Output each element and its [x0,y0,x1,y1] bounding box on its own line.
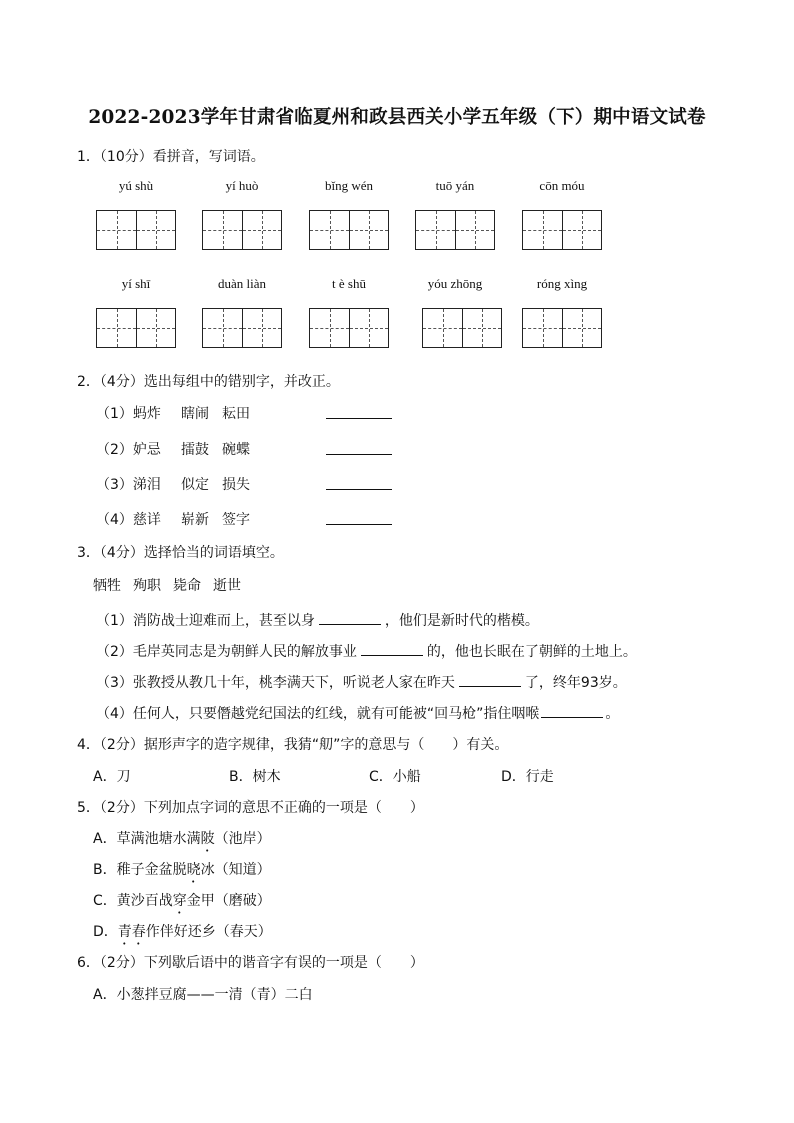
option-word: 牺牲 [93,578,121,594]
sentence-text: 的，他也长眠在了朝鲜的土地上。 [426,644,637,660]
pinyin-label: t è shū [332,276,366,291]
word: 涕泪 [132,477,161,493]
option-c[interactable]: C．小船 [369,769,421,785]
writing-grid[interactable] [522,308,602,348]
option-a[interactable] [93,828,271,855]
fill-sentence-3 [96,672,627,692]
dotted-word: 穿 [172,893,187,909]
writing-grid[interactable] [415,210,495,250]
option-word: 逝世 [213,578,241,594]
word: 耘田 [222,406,250,422]
answer-blank[interactable] [326,510,392,525]
sentence-text: 了，终年93岁。 [524,675,627,691]
answer-blank[interactable] [541,703,603,718]
sentence-text: 。 [605,706,620,722]
pinyin-label: bǐng wén [324,178,374,193]
option-b[interactable]: B．树木 [229,769,281,785]
answer-blank[interactable] [459,672,521,687]
sentence-text: （3）张教授从教几十年，桃李满天下，听说老人家在昨天 [96,675,455,691]
question-3-stem: 3．（4分）选择恰当的词语填空。 [77,545,284,561]
pinyin-label: cōn móu [539,178,585,193]
sentence-text: ，他们是新时代的楷模。 [384,613,539,629]
writing-grid[interactable] [202,210,282,250]
option-text: 金甲（磨破） [186,893,271,909]
option-text: （池岸） [214,831,271,847]
pinyin-label: tuō yán [435,178,475,193]
q2-item-4 [96,509,161,529]
option-text: 冰（ [200,862,229,878]
pinyin-label: róng xìng [536,276,588,291]
option-text: C．黄沙百战 [93,893,173,909]
q2-item-3 [96,474,161,494]
option-word: 毙命 [173,578,201,594]
word: 慈详 [132,512,161,528]
pinyin-label: yú shù [118,178,154,193]
word: 似定 [181,477,209,493]
option-text: D． [93,924,118,940]
answer-blank[interactable] [361,641,423,656]
dotted-word: 青春 [117,924,146,940]
pinyin-label: yí shī [121,276,151,291]
question-2-stem: 2．（4分）选出每组中的错别字，并改正。 [77,374,340,390]
option-a[interactable]: A．小葱拌豆腐——一清（青）二白 [93,987,313,1003]
writing-grid[interactable] [309,210,389,250]
option-c[interactable] [93,890,271,917]
answer-blank[interactable] [326,475,392,490]
writing-grid[interactable] [522,210,602,250]
option-b[interactable] [93,859,271,886]
item-number: （1） [96,406,133,422]
sentence-text: （2）毛岸英同志是为朝鲜人民的解放事业 [96,644,357,660]
item-number: （4） [96,512,133,528]
word: 擂鼓 [181,442,209,458]
item-number: （2） [96,442,133,458]
option-text: B．稚子金盆脱 [93,862,187,878]
writing-grid[interactable] [422,308,502,348]
option-word: 殉职 [133,578,161,594]
word: 崭新 [181,512,209,528]
option-d[interactable]: D．行走 [501,769,554,785]
word: 碗蝶 [222,442,250,458]
pinyin-label: yóu zhōng [427,276,483,291]
pinyin-label: yí huò [225,178,259,193]
question-5-stem: 5．（2分）下列加点字词的意思不正确的一项是（ ） [77,800,424,816]
sentence-text: （4）任何人，只要僭越党纪国法的红线，就有可能被“回马枪”指住咽喉 [96,706,540,722]
item-number: （3） [96,477,133,493]
fill-sentence-2 [96,641,637,661]
writing-grid[interactable] [96,210,176,250]
writing-grid[interactable] [202,308,282,348]
dotted-word: 晓 [186,862,201,878]
q2-item-1 [96,403,161,423]
option-text: 作伴好还乡（春天） [145,924,272,940]
word: 损失 [222,477,250,493]
word-options [93,575,241,595]
dotted-word: 陂 [200,831,215,847]
answer-blank[interactable] [319,610,381,625]
q2-item-2 [96,439,161,459]
question-4-stem: 4．（2分）据形声字的造字规律，我猜“舠”字的意思与（ ）有关。 [77,737,509,753]
answer-blank[interactable] [326,440,392,455]
writing-grid[interactable] [96,308,176,348]
option-text: A．草满池塘水满 [93,831,201,847]
fill-sentence-1 [96,610,539,630]
writing-grid[interactable] [309,308,389,348]
fill-sentence-4 [96,703,619,723]
question-6-stem: 6．（2分）下列歇后语中的谐音字有误的一项是（ ） [77,955,424,971]
word: 蚂炸 [132,406,161,422]
option-a[interactable]: A．刀 [93,769,131,785]
option-text: 知道） [228,862,271,878]
word: 瞎闹 [181,406,209,422]
sentence-text: （1）消防战士迎难而上，甚至以身 [96,613,315,629]
question-1-stem: 1．（10分）看拼音，写词语。 [77,149,265,165]
answer-blank[interactable] [326,404,392,419]
pinyin-label: duàn liàn [217,276,266,291]
word: 签字 [222,512,250,528]
word: 妒忌 [132,442,161,458]
page-title: 2022-2023学年甘肃省临夏州和政县西关小学五年级（下）期中语文试卷 [88,107,706,128]
option-d[interactable] [93,921,272,948]
